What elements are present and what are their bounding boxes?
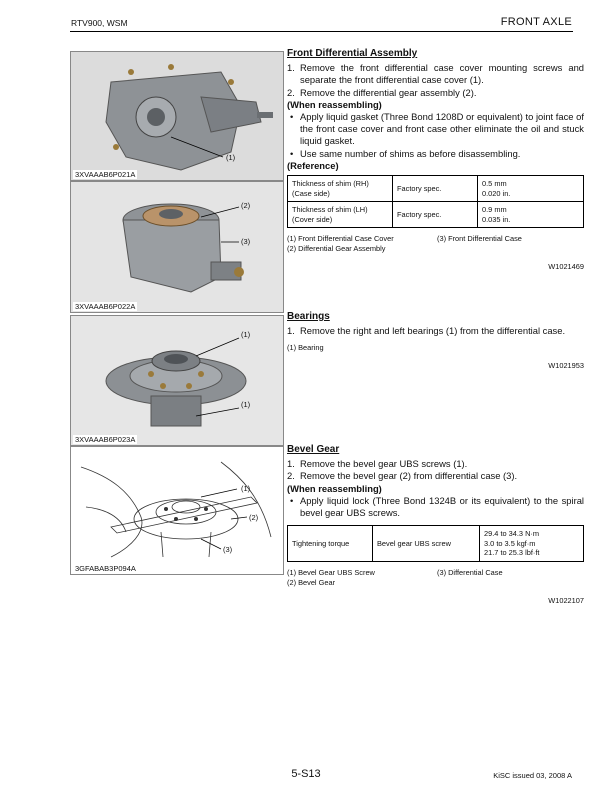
table-row: Tightening torque Bevel gear UBS screw 29.4 to 34.3 N·m 3.0 to 3.5 kgf·m 21.7 to 25.3 lbf·ft <box>288 526 584 562</box>
table-row: Thickness of shim (LH) (Cover side) Factory spec. 0.9 mm 0.035 in. <box>288 202 584 228</box>
fig2-caption: 3XVAAAB6P022A <box>75 302 136 311</box>
reference-code: W1021953 <box>548 361 584 371</box>
header-model: RTV900, WSM <box>71 18 128 28</box>
fig1-callout-1: (1) <box>226 153 236 162</box>
section-title: Bearings <box>287 311 330 322</box>
fig4-callout-2: (2) <box>249 513 259 522</box>
section-bearings <box>287 311 584 373</box>
figure-front-differential <box>70 51 284 181</box>
fig4-callout-3: (3) <box>223 545 233 554</box>
gear-assembly-illustration <box>71 182 283 312</box>
fig2-callout-3: (3) <box>241 237 251 246</box>
issue-info: KiSC issued 03, 2008 A <box>493 771 572 780</box>
header-rule <box>70 31 573 32</box>
bullet: • Use same number of shims as before disassembling. <box>290 147 521 159</box>
torque-spec-table <box>287 525 584 562</box>
legend: (1) Front Differential Case Cover (3) Front Differential Case (2) Differential Gear Assembly <box>287 234 522 254</box>
bearing-illustration <box>71 316 283 445</box>
step: 2. Remove the differential gear assembly (2). <box>287 86 477 98</box>
figure-bearings <box>70 315 284 446</box>
reference-label: (Reference) <box>287 159 339 171</box>
step: 1. Remove the bevel gear UBS screws (1). <box>287 458 468 470</box>
section-bevel-gear <box>287 444 584 607</box>
fig3-callout-1a: (1) <box>241 330 251 339</box>
fig3-callout-1b: (1) <box>241 400 251 409</box>
page-number: 5-S13 <box>291 768 321 780</box>
step: 1. Remove the right and left bearings (1) from the differential case. <box>287 325 566 337</box>
figure-bevel-gear <box>70 446 284 575</box>
section-front-differential-assembly <box>287 48 584 273</box>
step: 2. Remove the bevel gear (2) from differential case (3). <box>287 470 518 482</box>
when-reassembling: (When reassembling) <box>287 98 382 110</box>
section-title: Front Differential Assembly <box>287 48 418 59</box>
fig3-caption: 3XVAAAB6P023A <box>75 435 136 444</box>
when-reassembling: (When reassembling) <box>287 482 382 494</box>
fig1-caption: 3XVAAAB6P021A <box>75 170 136 179</box>
bullet: • Apply liquid lock (Three Bond 1324B or its equivalent) to the spiral bevel gear UBS screws. <box>290 494 584 519</box>
fig4-callout-1: (1) <box>241 484 251 493</box>
header-section: FRONT AXLE <box>500 16 572 28</box>
table-row: Thickness of shim (RH) (Case side) Factory spec. 0.5 mm 0.020 in. <box>288 176 584 202</box>
reference-code: W1021469 <box>548 262 584 272</box>
legend: (1) Bevel Gear UBS Screw (3) Differential Case (2) Bevel Gear <box>287 567 503 587</box>
differential-housing-illustration <box>71 52 283 180</box>
bevel-gear-line-drawing <box>71 447 283 574</box>
figure-differential-gear-assembly <box>70 181 284 313</box>
section-title: Bevel Gear <box>287 444 340 455</box>
step: 1. Remove the front differential case cover mounting screws and separate the front differential case cover (1). <box>287 62 584 86</box>
bullet: • Apply liquid gasket (Three Bond 1208D or equivalent) to joint face of the front case cover and front case other eliminate the oil and stuck liquid gasket. <box>290 111 584 147</box>
reference-code: W1022107 <box>548 595 584 605</box>
shim-spec-table <box>287 175 584 228</box>
legend: (1) Bearing <box>287 343 324 353</box>
fig2-callout-2: (2) <box>241 201 251 210</box>
fig4-caption: 3GFABAB3P094A <box>75 564 136 573</box>
